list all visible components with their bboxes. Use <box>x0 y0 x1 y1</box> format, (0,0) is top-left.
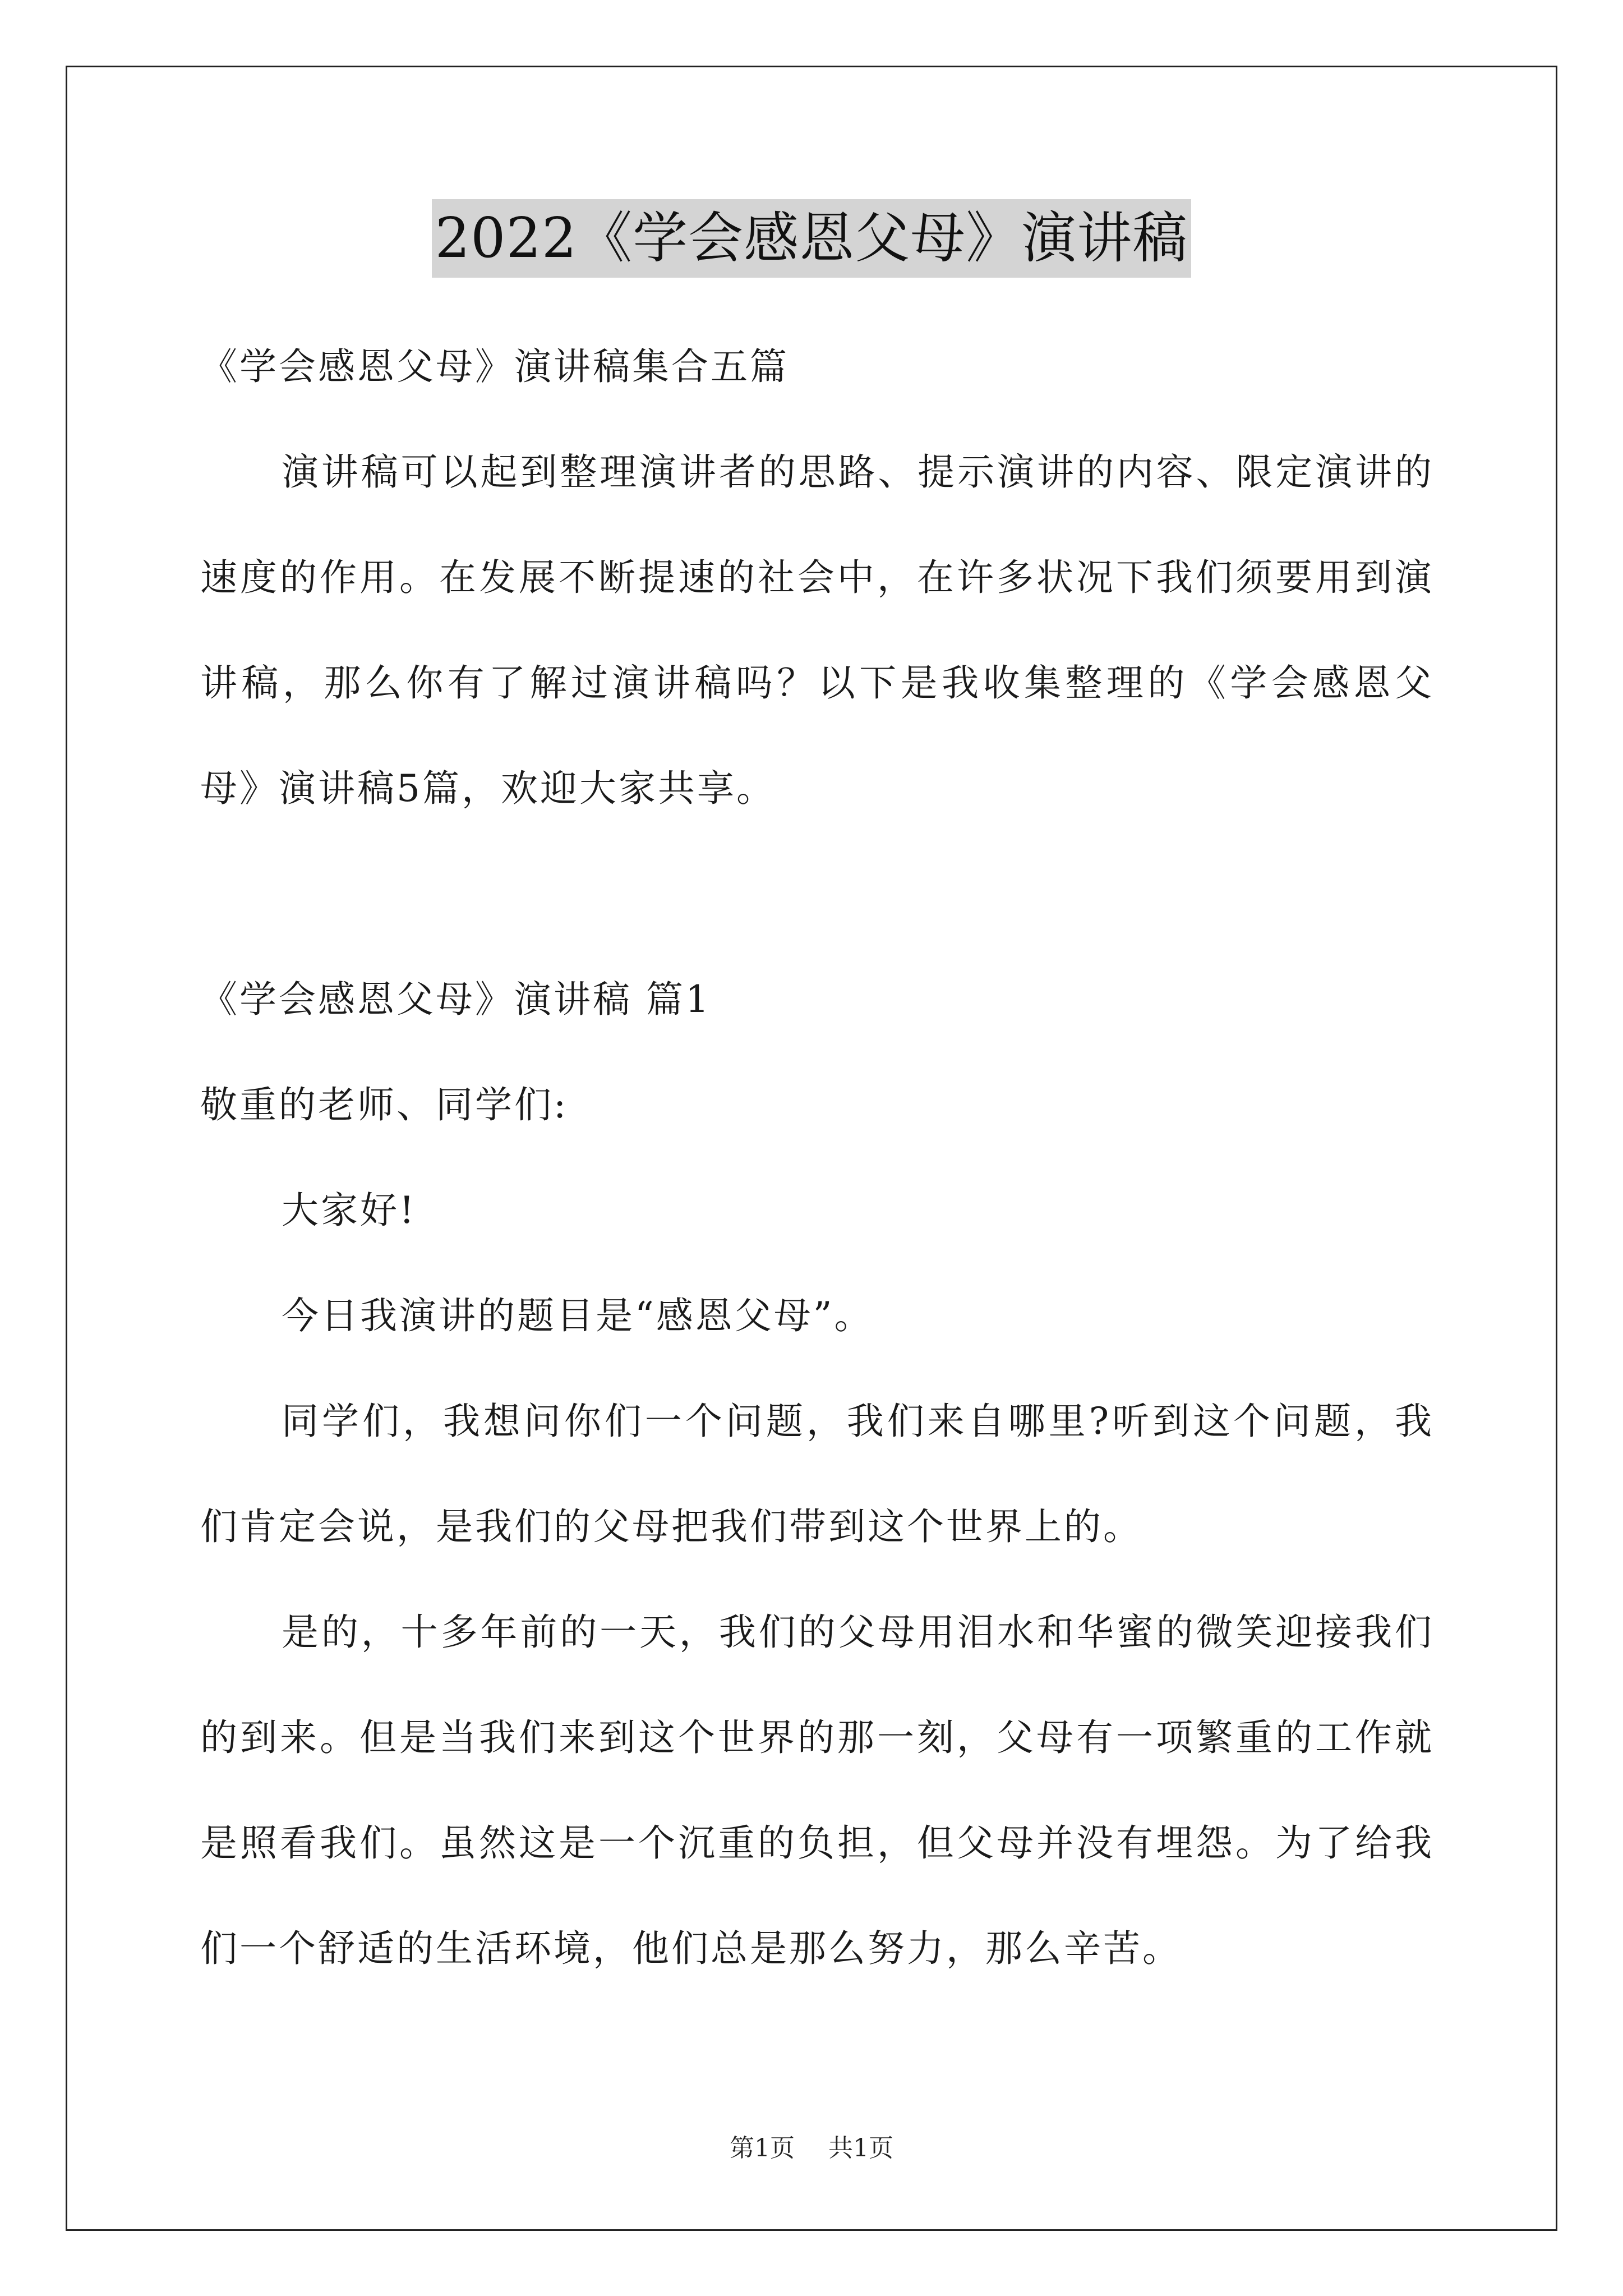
document-body <box>200 314 1434 2001</box>
greeting: 大家好! <box>282 1189 417 1232</box>
intro-paragraph: 演讲稿可以起到整理演讲者的思路、提示演讲的内容、限定演讲的速度的作用。在发展不断提速的社会中，在许多状况下我们须要用到演讲稿，那么你有了解过演讲稿吗？以下是我收集整理的《学会感恩父母》演讲稿5篇，欢迎大家共享。 <box>200 450 1434 810</box>
title-container <box>0 199 1623 278</box>
body-paragraph: 是的，十多年前的一天，我们的父母用泪水和华蜜的微笑迎接我们的到来。但是当我们来到这个世界的那一刻，父母有一项繁重的工作就是照看我们。虽然这是一个沉重的负担，但父母并没有埋怨。为了给我们一个舒适的生活环境，他们总是那么努力，那么辛苦。 <box>200 1611 1434 1970</box>
section-heading: 《学会感恩父母》演讲稿 篇1 <box>200 978 711 1021</box>
salutation: 敬重的老师、同学们: <box>200 1083 569 1126</box>
document-title: 2022《学会感恩父母》演讲稿 <box>432 199 1191 278</box>
body-paragraph: 同学们，我想问你们一个问题，我们来自哪里?听到这个问题，我们肯定会说，是我们的父母把我们带到这个世界上的。 <box>200 1400 1434 1548</box>
body-paragraph: 今日我演讲的题目是“感恩父母”。 <box>282 1294 874 1337</box>
total-pages-label: 共1页 <box>828 2134 893 2162</box>
page-footer <box>0 2132 1623 2165</box>
document-subtitle: 《学会感恩父母》演讲稿集合五篇 <box>200 345 789 388</box>
current-page-label: 第1页 <box>730 2134 795 2162</box>
